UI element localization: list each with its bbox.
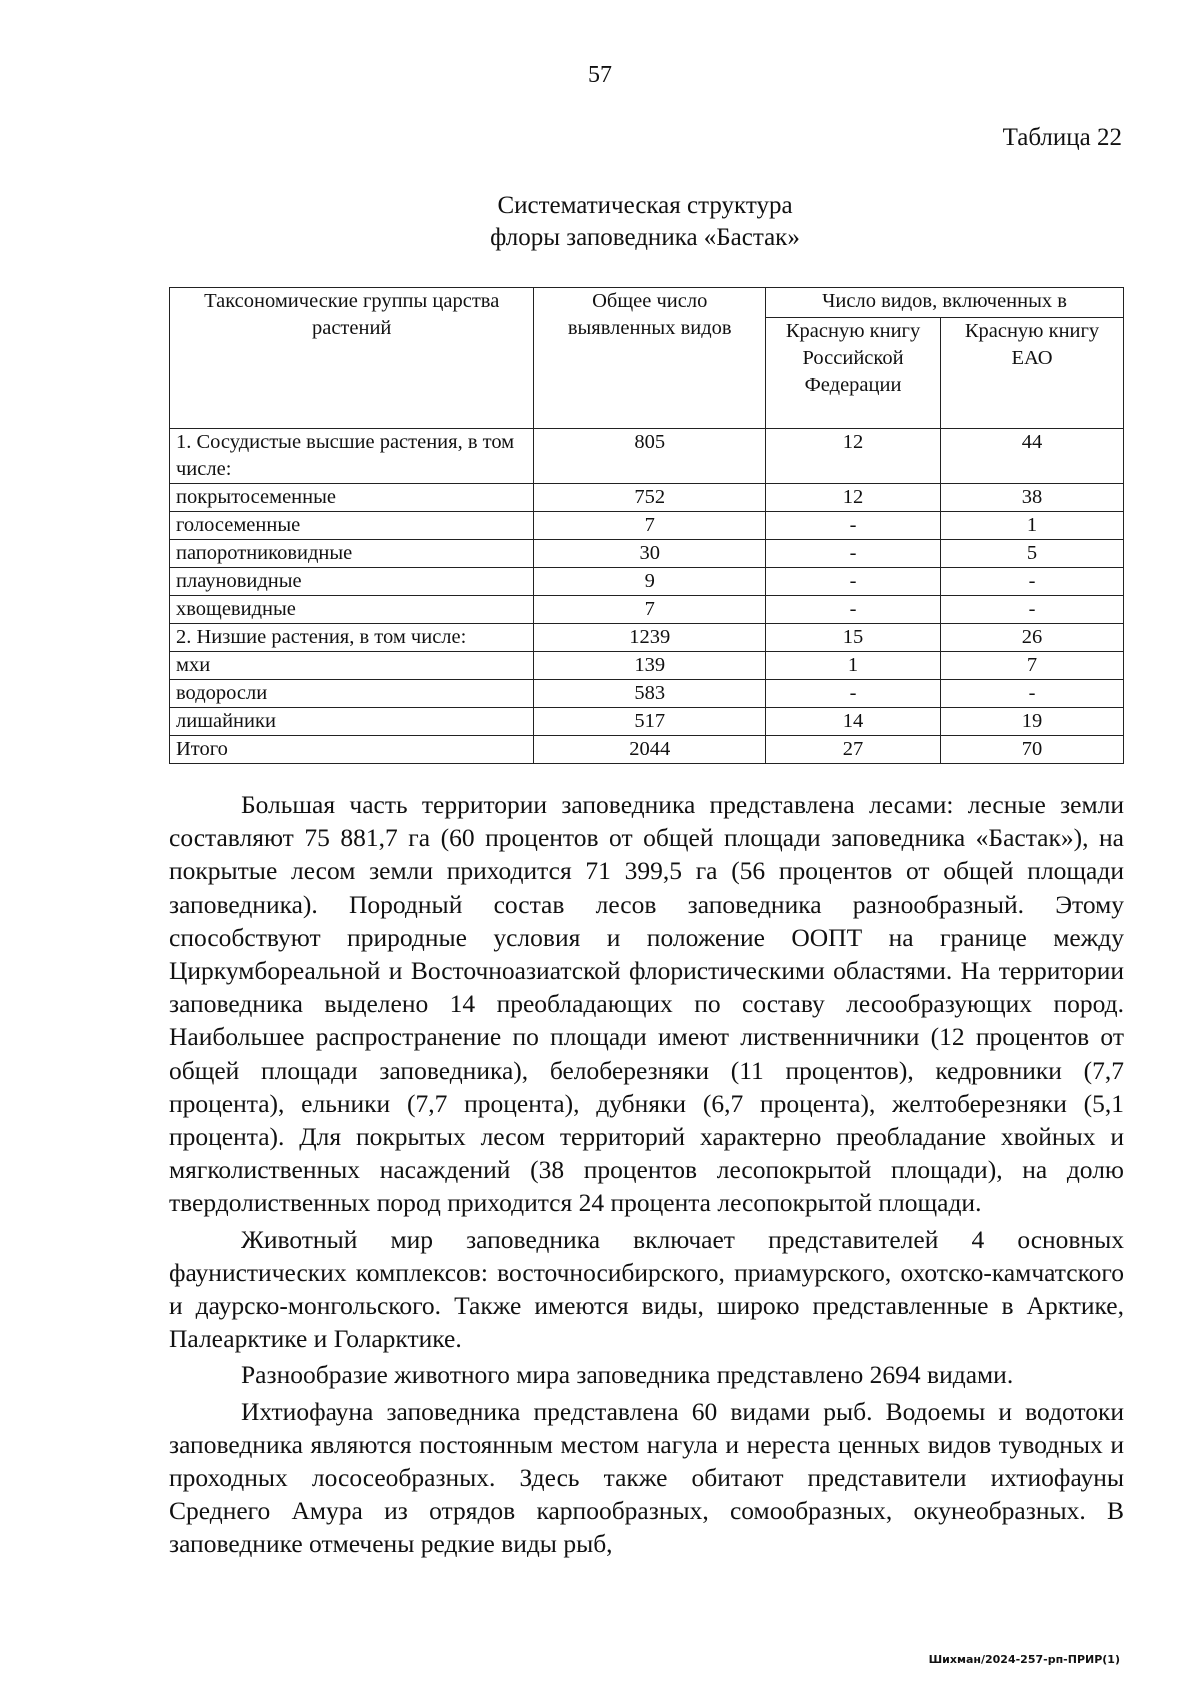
row-total: 30 (534, 540, 766, 568)
row-name: плауновидные (170, 568, 534, 596)
body-text (169, 788, 1124, 1561)
row-red-book-rf: 14 (766, 708, 941, 736)
table-row (170, 652, 1124, 680)
row-red-book-rf: 12 (766, 429, 941, 484)
paragraph-fauna-complexes: Животный мир заповедника включает представителей 4 основных фаунистических комплексов: восточносибирского, приамурского, охотско-камчатского и даурско-монгольского. Также имеются виды, широко представленные в Арктике, Палеарктике и Голарктике. (169, 1224, 1124, 1354)
row-total: 9 (534, 568, 766, 596)
table-row (170, 484, 1124, 512)
row-red-book-eao: - (941, 596, 1124, 624)
table-title-line-2: флоры заповедника «Бастак» (490, 224, 800, 251)
row-red-book-rf: - (766, 596, 941, 624)
row-name: лишайники (170, 708, 534, 736)
table-row (170, 680, 1124, 708)
table-row-total (170, 736, 1124, 764)
header-taxonomic-groups: Таксономические группы царства растений (170, 288, 534, 429)
row-total: 752 (534, 484, 766, 512)
row-red-book-eao: 19 (941, 708, 1124, 736)
row-red-book-eao: 1 (941, 512, 1124, 540)
row-name: голосеменные (170, 512, 534, 540)
row-red-book-eao: 38 (941, 484, 1124, 512)
row-red-book-rf: 27 (766, 736, 941, 764)
row-total: 7 (534, 512, 766, 540)
row-total: 583 (534, 680, 766, 708)
row-name: 1. Сосудистые высшие растения, в том числе: (170, 429, 534, 484)
header-red-book-rf: Красную книгу Российской Федерации (766, 318, 941, 429)
row-red-book-rf: 15 (766, 624, 941, 652)
table-row (170, 512, 1124, 540)
row-red-book-rf: - (766, 512, 941, 540)
table-row (170, 540, 1124, 568)
row-red-book-eao: 5 (941, 540, 1124, 568)
row-total: 805 (534, 429, 766, 484)
table-header-row-1 (170, 288, 1124, 318)
table-row (170, 596, 1124, 624)
table-row (170, 708, 1124, 736)
row-total: 517 (534, 708, 766, 736)
table-title (0, 190, 1200, 254)
flora-structure-table (169, 287, 1124, 764)
header-red-book-eao: Красную книгу ЕАО (941, 318, 1124, 429)
row-name: хвощевидные (170, 596, 534, 624)
row-red-book-eao: 26 (941, 624, 1124, 652)
paragraph-ichthyofauna: Ихтиофауна заповедника представлена 60 видами рыб. Водоемы и водотоки заповедника являются постоянным местом нагула и нереста ценных видов туводных и проходных лососеобразных. Здесь также обитают представители ихтиофауны Среднего Амура из отрядов карпообразных, сомообразных, окунеобразных. В заповеднике отмечены редкие виды рыб, (169, 1396, 1124, 1559)
row-total: 2044 (534, 736, 766, 764)
row-total: 139 (534, 652, 766, 680)
table-title-line-1: Систематическая структура (497, 192, 793, 219)
row-name: водоросли (170, 680, 534, 708)
row-red-book-rf: - (766, 568, 941, 596)
row-red-book-eao: 44 (941, 429, 1124, 484)
row-name: мхи (170, 652, 534, 680)
paragraph-forests: Большая часть территории заповедника представлена лесами: лесные земли составляют 75 881,7 га (60 процентов от общей площади заповедника «Бастак»), на покрытые лесом земли приходится 71 399,5 га (56 процентов от общей площади заповедника). Породный состав лесов заповедника разнообразный. Этому способствуют природные условия и положение ООПТ на границе между Циркумбореальной и Восточноазиатской флористическими областями. На территории заповедника выделено 14 преобладающих по составу лесообразующих пород. Наибольшее распространение по площади имеют лиственничники (12 процентов от общей площади заповедника), белоберезняки (11 процентов), кедровники (7,7 процента), ельники (7,7 процента), дубняки (6,7 процента), желтоберезняки (5,1 процента). Для покрытых лесом территорий характерно преобладание хвойных и мягколиственных насаждений (38 процентов лесопокрытой площади), на долю твердолиственных пород приходится 24 процента лесопокрытой площади. (169, 790, 1124, 1218)
row-red-book-rf: - (766, 680, 941, 708)
row-name: покрытосеменные (170, 484, 534, 512)
row-total: 7 (534, 596, 766, 624)
row-name: 2. Низшие растения, в том числе: (170, 624, 534, 652)
table-row (170, 624, 1124, 652)
header-red-book-group: Число видов, включенных в (766, 288, 1124, 318)
document-footer-code: Шихман/2024-257-рп-ПРИР(1) (928, 1653, 1120, 1666)
row-name: папоротниковидные (170, 540, 534, 568)
row-red-book-rf: 12 (766, 484, 941, 512)
header-total-species: Общее число выявленных видов (534, 288, 766, 429)
row-total: 1239 (534, 624, 766, 652)
row-red-book-eao: - (941, 680, 1124, 708)
row-red-book-eao: - (941, 568, 1124, 596)
table-row (170, 429, 1124, 484)
paragraph-fauna-diversity: Разнообразие животного мира заповедника представлено 2694 видами. (241, 1360, 1014, 1390)
row-red-book-eao: 7 (941, 652, 1124, 680)
row-name: Итого (170, 736, 534, 764)
page-number: 57 (588, 62, 612, 88)
row-red-book-eao: 70 (941, 736, 1124, 764)
row-red-book-rf: 1 (766, 652, 941, 680)
table-row (170, 568, 1124, 596)
row-red-book-rf: - (766, 540, 941, 568)
table-label: Таблица 22 (1002, 124, 1122, 151)
